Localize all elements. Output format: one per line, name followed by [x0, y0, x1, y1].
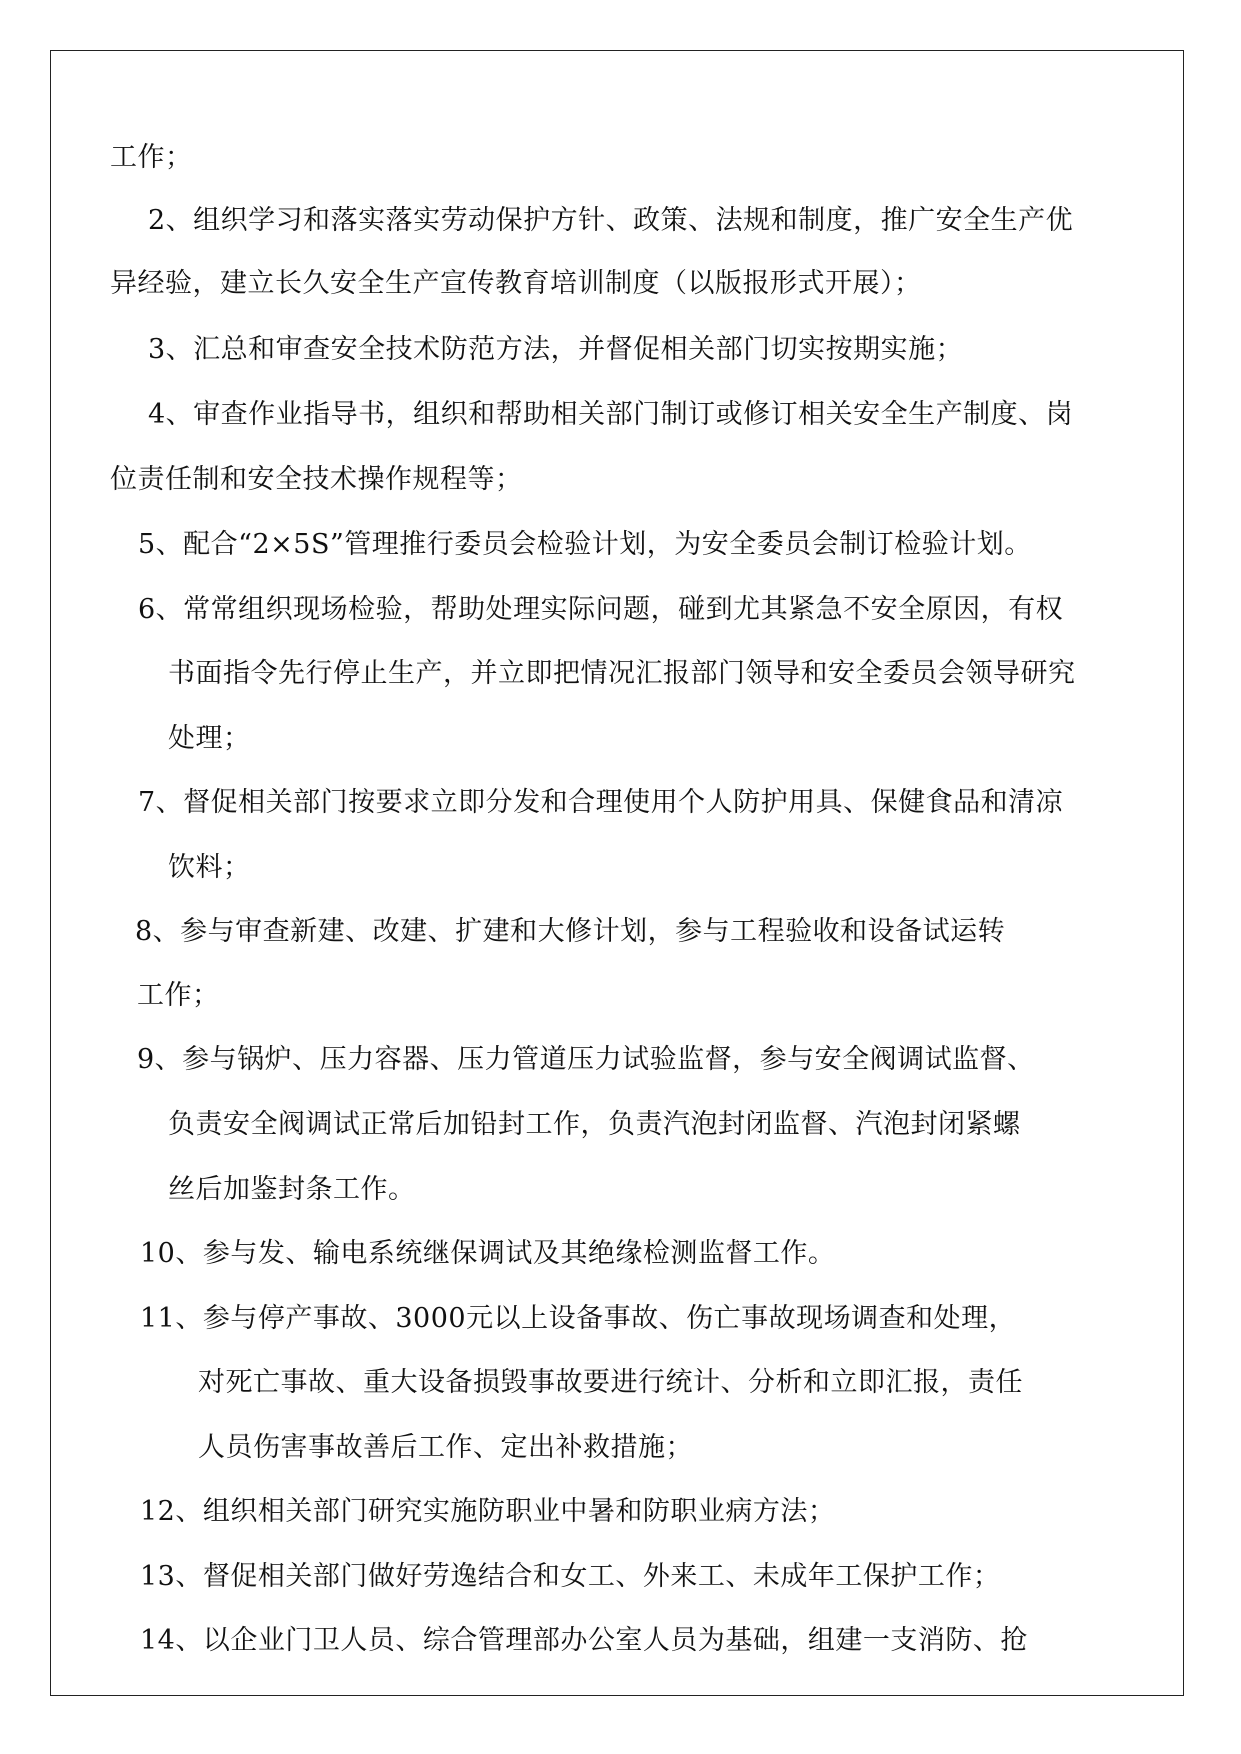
- text-line: 3、汇总和审查安全技术防范方法，并督促相关部门切实按期实施；: [148, 334, 964, 365]
- text-line: 对死亡事故、重大设备损毁事故要进行统计、分析和立即汇报，责任: [198, 1367, 1023, 1398]
- text-line: 4、审查作业指导书，组织和帮助相关部门制订或修订相关安全生产制度、岗: [148, 399, 1074, 430]
- text-line: 工作；: [110, 142, 193, 173]
- text-line: 书面指令先行停止生产，并立即把情况汇报部门领导和安全委员会领导研究: [168, 658, 1076, 689]
- text-line: 8、参与审查新建、改建、扩建和大修计划，参与工程验收和设备试运转: [135, 916, 1006, 947]
- text-line: 2、组织学习和落实落实劳动保护方针、政策、法规和制度，推广安全生产优: [148, 205, 1074, 236]
- text-line: 5、配合“2×5S”管理推行委员会检验计划，为安全委员会制订检验计划。: [138, 529, 1032, 560]
- text-line: 13、督促相关部门做好劳逸结合和女工、外来工、未成年工保护工作；: [140, 1561, 1001, 1592]
- text-line: 12、组织相关部门研究实施防职业中暑和防职业病方法；: [140, 1496, 836, 1527]
- text-line: 人员伤害事故善后工作、定出补救措施；: [198, 1432, 693, 1463]
- text-line: 负责安全阀调试正常后加铅封工作，负责汽泡封闭监督、汽泡封闭紧螺: [168, 1109, 1021, 1140]
- text-line: 丝后加鉴封条工作。: [168, 1174, 416, 1205]
- text-line: 饮料；: [168, 852, 251, 883]
- text-line: 7、督促相关部门按要求立即分发和合理使用个人防护用具、保健食品和清凉: [138, 787, 1064, 818]
- text-line: 14、以企业门卫人员、综合管理部办公室人员为基础，组建一支消防、抢: [140, 1625, 1028, 1656]
- text-line: 11、参与停产事故、3000元以上设备事故、伤亡事故现场调查和处理，: [140, 1303, 1017, 1334]
- text-line: 工作；: [137, 980, 220, 1011]
- text-line: 6、常常组织现场检验，帮助处理实际问题，碰到尤其紧急不安全原因，有权: [138, 594, 1064, 625]
- text-line: 异经验，建立长久安全生产宣传教育培训制度（以版报形式开展）；: [110, 268, 922, 299]
- text-line: 处理；: [168, 723, 251, 754]
- text-line: 位责任制和安全技术操作规程等；: [110, 464, 523, 495]
- text-line: 9、参与锅炉、压力容器、压力管道压力试验监督，参与安全阀调试监督、: [137, 1044, 1035, 1075]
- text-line: 10、参与发、输电系统继保调试及其绝缘检测监督工作。: [140, 1238, 836, 1269]
